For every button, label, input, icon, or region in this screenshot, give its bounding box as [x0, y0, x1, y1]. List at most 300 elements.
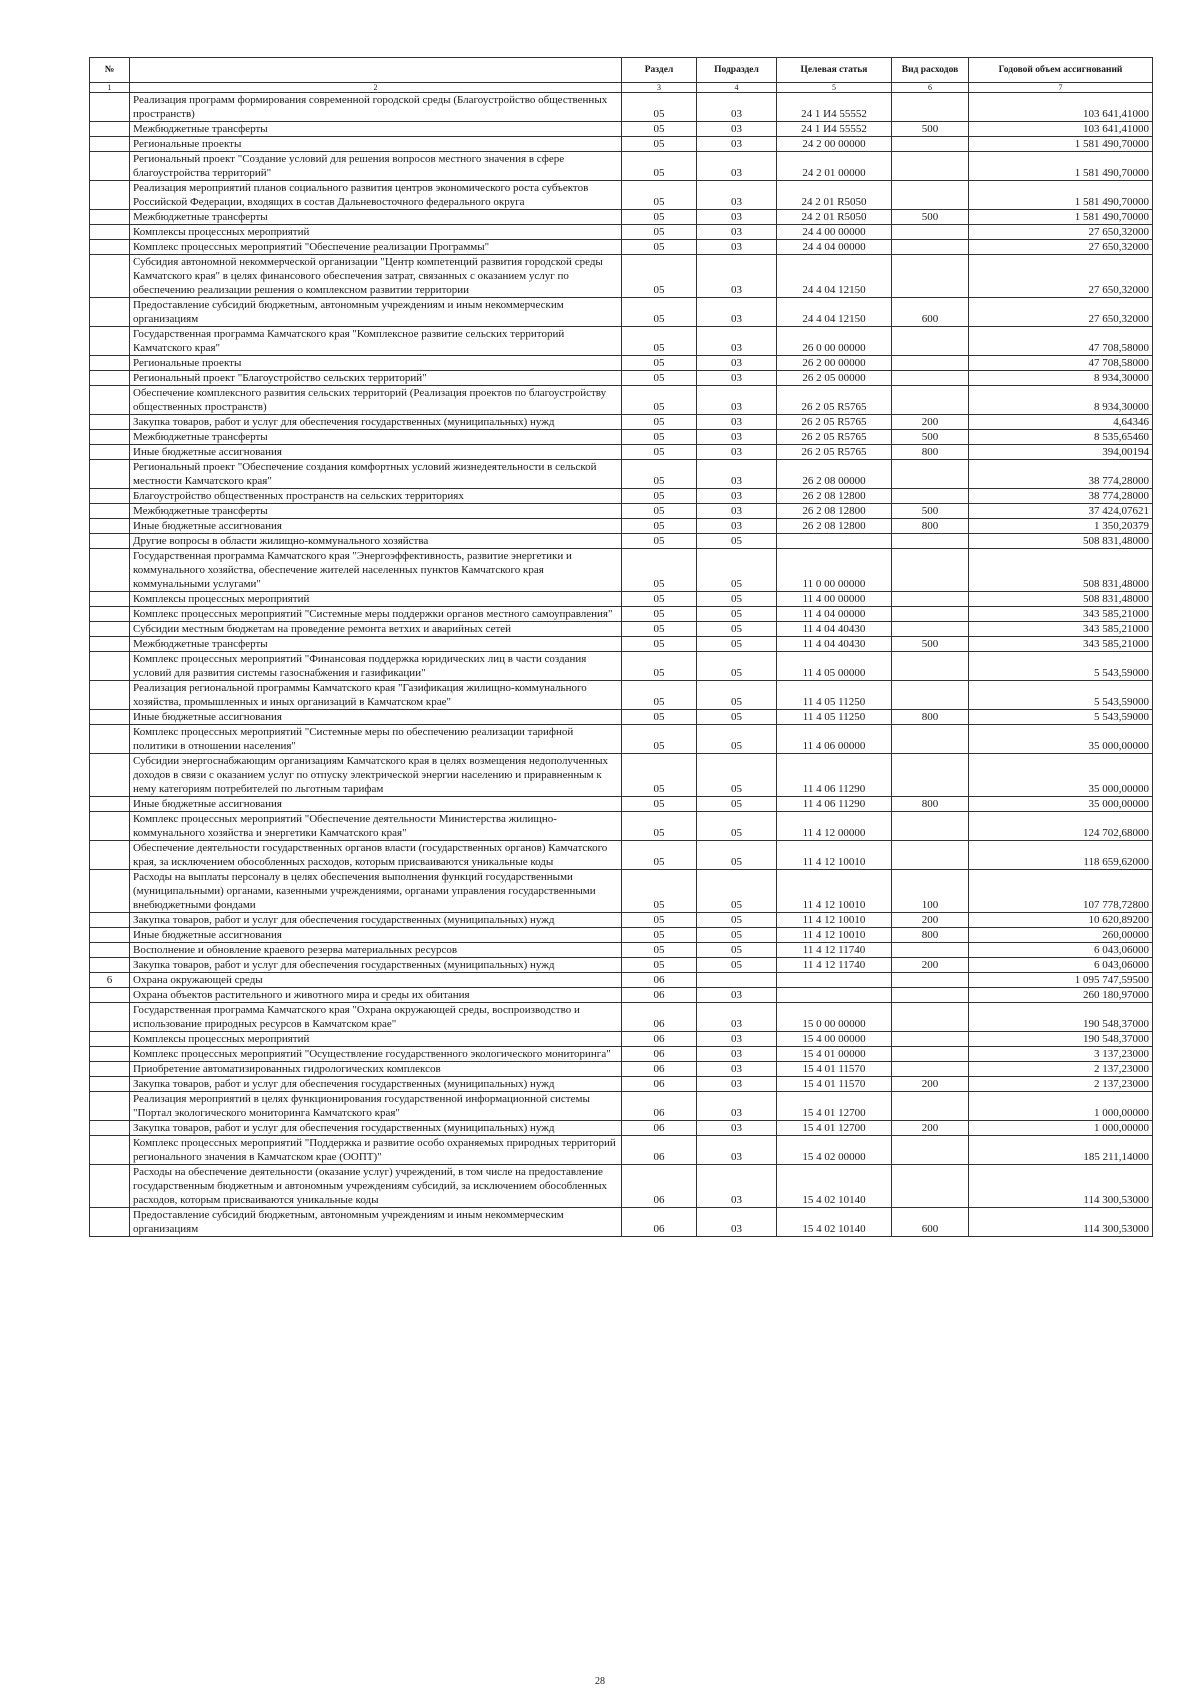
row-number [90, 652, 130, 681]
row-number [90, 122, 130, 137]
row-amount: 260,00000 [969, 928, 1153, 943]
row-section: 05 [622, 255, 697, 298]
row-number [90, 240, 130, 255]
row-number [90, 298, 130, 327]
row-number [90, 754, 130, 797]
row-target: 11 4 12 10010 [777, 928, 892, 943]
row-number [90, 681, 130, 710]
row-name: Обеспечение комплексного развития сельских территорий (Реализация проектов по благоустройству общественных пространств) [130, 386, 622, 415]
row-exp-type: 200 [892, 415, 969, 430]
row-subsection: 05 [697, 797, 777, 812]
row-number [90, 1047, 130, 1062]
row-amount: 118 659,62000 [969, 841, 1153, 870]
row-exp-type [892, 1062, 969, 1077]
row-subsection: 03 [697, 327, 777, 356]
row-name: Закупка товаров, работ и услуг для обеспечения государственных (муниципальных) нужд [130, 415, 622, 430]
row-number [90, 356, 130, 371]
row-exp-type [892, 754, 969, 797]
column-numbers-row [90, 83, 1153, 93]
row-exp-type [892, 371, 969, 386]
table-row [90, 928, 1153, 943]
budget-table [89, 57, 1153, 1237]
row-section: 05 [622, 812, 697, 841]
table-row [90, 327, 1153, 356]
row-subsection: 03 [697, 1136, 777, 1165]
table-row [90, 681, 1153, 710]
row-section: 05 [622, 181, 697, 210]
row-name: Закупка товаров, работ и услуг для обеспечения государственных (муниципальных) нужд [130, 1121, 622, 1136]
table-row [90, 460, 1153, 489]
row-name: Расходы на обеспечение деятельности (оказание услуг) учреждений, в том числе на предоставление государственным бюджетным и автономным учреждениям субсидий, за исключением обособленных расходов, которым присваиваются уникальные коды [130, 1165, 622, 1208]
row-section: 06 [622, 1208, 697, 1237]
row-name: Субсидии энергоснабжающим организациям Камчатского края в целях возмещения недополученных доходов в связи с оказанием услуг по отпуску электрической энергии населению и приравненным к нему категориям потребителей по льготным тарифам [130, 754, 622, 797]
table-row [90, 519, 1153, 534]
row-exp-type: 200 [892, 1121, 969, 1136]
table-row [90, 797, 1153, 812]
row-name: Охрана окружающей среды [130, 973, 622, 988]
row-exp-type: 200 [892, 958, 969, 973]
row-amount: 27 650,32000 [969, 298, 1153, 327]
row-number [90, 415, 130, 430]
row-exp-type [892, 652, 969, 681]
row-section: 05 [622, 225, 697, 240]
header-subsection: Подраздел [697, 58, 777, 83]
row-subsection: 05 [697, 754, 777, 797]
row-amount: 190 548,37000 [969, 1032, 1153, 1047]
table-row [90, 725, 1153, 754]
row-target: 26 2 08 12800 [777, 519, 892, 534]
table-row [90, 210, 1153, 225]
row-name: Расходы на выплаты персоналу в целях обеспечения выполнения функций государственными (муниципальными) органами, казенными учреждениями, органами управления государственными внебюджетными фондами [130, 870, 622, 913]
row-amount: 27 650,32000 [969, 255, 1153, 298]
table-row [90, 1062, 1153, 1077]
row-subsection: 05 [697, 928, 777, 943]
row-number [90, 841, 130, 870]
row-target: 11 4 06 11290 [777, 797, 892, 812]
row-subsection: 03 [697, 93, 777, 122]
row-section: 05 [622, 622, 697, 637]
row-section: 05 [622, 460, 697, 489]
row-section: 05 [622, 637, 697, 652]
row-exp-type [892, 137, 969, 152]
page-number: 28 [595, 1676, 605, 1687]
row-amount: 1 581 490,70000 [969, 152, 1153, 181]
row-amount: 35 000,00000 [969, 797, 1153, 812]
header-section: Раздел [622, 58, 697, 83]
table-row [90, 415, 1153, 430]
row-name: Предоставление субсидий бюджетным, автономным учреждениям и иным некоммерческим организациям [130, 1208, 622, 1237]
table-row [90, 1003, 1153, 1032]
row-subsection: 03 [697, 415, 777, 430]
row-target: 15 4 01 11570 [777, 1077, 892, 1092]
row-target: 15 4 01 00000 [777, 1047, 892, 1062]
row-amount: 3 137,23000 [969, 1047, 1153, 1062]
row-section: 05 [622, 725, 697, 754]
row-section: 05 [622, 152, 697, 181]
row-exp-type [892, 1165, 969, 1208]
row-number [90, 988, 130, 1003]
row-subsection: 03 [697, 210, 777, 225]
row-target [777, 973, 892, 988]
table-row [90, 504, 1153, 519]
table-row [90, 430, 1153, 445]
row-subsection: 03 [697, 386, 777, 415]
row-subsection: 05 [697, 622, 777, 637]
row-target: 11 4 06 11290 [777, 754, 892, 797]
row-section: 05 [622, 913, 697, 928]
row-section: 05 [622, 607, 697, 622]
row-exp-type [892, 812, 969, 841]
row-subsection: 03 [697, 460, 777, 489]
row-target [777, 534, 892, 549]
row-number: 6 [90, 973, 130, 988]
table-row [90, 754, 1153, 797]
row-number [90, 386, 130, 415]
row-name: Региональный проект "Создание условий для решения вопросов местного значения в сфере благоустройства территорий" [130, 152, 622, 181]
row-section: 05 [622, 210, 697, 225]
row-target: 11 4 05 00000 [777, 652, 892, 681]
table-row [90, 122, 1153, 137]
row-subsection: 05 [697, 637, 777, 652]
row-section: 06 [622, 1165, 697, 1208]
row-subsection: 03 [697, 988, 777, 1003]
row-amount: 107 778,72800 [969, 870, 1153, 913]
row-number [90, 445, 130, 460]
row-section: 05 [622, 504, 697, 519]
row-name: Субсидия автономной некоммерческой организации "Центр компетенций развития городской среды Камчатского края" в целях финансового обеспечения затрат, связанных с оказанием услуг по обеспечению реализации решения о комплексном развитии территории [130, 255, 622, 298]
table-row [90, 607, 1153, 622]
row-subsection: 03 [697, 371, 777, 386]
row-exp-type: 600 [892, 1208, 969, 1237]
row-section: 05 [622, 356, 697, 371]
row-target: 11 4 12 10010 [777, 841, 892, 870]
row-amount: 2 137,23000 [969, 1062, 1153, 1077]
row-amount: 508 831,48000 [969, 534, 1153, 549]
table-row [90, 622, 1153, 637]
row-exp-type [892, 681, 969, 710]
row-section: 06 [622, 988, 697, 1003]
row-section: 05 [622, 137, 697, 152]
row-name: Благоустройство общественных пространств на сельских территориях [130, 489, 622, 504]
row-number [90, 460, 130, 489]
row-subsection: 03 [697, 122, 777, 137]
row-amount: 508 831,48000 [969, 549, 1153, 592]
row-exp-type [892, 240, 969, 255]
row-amount: 27 650,32000 [969, 225, 1153, 240]
table-row [90, 1032, 1153, 1047]
row-name: Межбюджетные трансферты [130, 210, 622, 225]
row-name: Приобретение автоматизированных гидрологических комплексов [130, 1062, 622, 1077]
table-row [90, 988, 1153, 1003]
row-section: 05 [622, 489, 697, 504]
column-number: 4 [697, 83, 777, 93]
row-subsection: 05 [697, 812, 777, 841]
row-number [90, 225, 130, 240]
row-target: 11 4 12 00000 [777, 812, 892, 841]
row-amount: 103 641,41000 [969, 122, 1153, 137]
row-name: Другие вопросы в области жилищно-коммунального хозяйства [130, 534, 622, 549]
column-number: 1 [90, 83, 130, 93]
column-number: 7 [969, 83, 1153, 93]
row-target: 24 4 04 00000 [777, 240, 892, 255]
row-exp-type [892, 1092, 969, 1121]
row-target: 15 4 01 11570 [777, 1062, 892, 1077]
row-number [90, 622, 130, 637]
row-amount: 8 535,65460 [969, 430, 1153, 445]
row-target: 26 2 05 00000 [777, 371, 892, 386]
table-row [90, 812, 1153, 841]
row-target: 11 4 06 00000 [777, 725, 892, 754]
row-target: 11 4 00 00000 [777, 592, 892, 607]
row-amount: 343 585,21000 [969, 622, 1153, 637]
row-name: Реализация региональной программы Камчатского края "Газификация жилищно-коммунального хозяйства, промышленных и иных организаций в Камчатском крае" [130, 681, 622, 710]
row-subsection: 05 [697, 592, 777, 607]
row-section: 05 [622, 519, 697, 534]
row-section: 05 [622, 386, 697, 415]
row-exp-type: 500 [892, 122, 969, 137]
row-exp-type [892, 725, 969, 754]
row-subsection: 03 [697, 1092, 777, 1121]
row-section: 06 [622, 973, 697, 988]
row-exp-type [892, 534, 969, 549]
row-amount: 8 934,30000 [969, 371, 1153, 386]
table-row [90, 445, 1153, 460]
row-target: 11 4 12 10010 [777, 913, 892, 928]
row-exp-type [892, 255, 969, 298]
row-name: Комплекс процессных мероприятий "Осуществление государственного экологического мониторинга" [130, 1047, 622, 1062]
table-row [90, 489, 1153, 504]
row-name: Иные бюджетные ассигнования [130, 928, 622, 943]
row-subsection: 03 [697, 240, 777, 255]
row-number [90, 327, 130, 356]
row-exp-type [892, 386, 969, 415]
row-target: 24 4 04 12150 [777, 255, 892, 298]
row-exp-type [892, 1003, 969, 1032]
row-number [90, 928, 130, 943]
column-number: 6 [892, 83, 969, 93]
row-subsection: 05 [697, 607, 777, 622]
row-number [90, 489, 130, 504]
row-target: 15 4 00 00000 [777, 1032, 892, 1047]
row-number [90, 93, 130, 122]
table-row [90, 152, 1153, 181]
row-number [90, 504, 130, 519]
row-target: 15 4 02 10140 [777, 1208, 892, 1237]
table-row [90, 913, 1153, 928]
row-amount: 35 000,00000 [969, 725, 1153, 754]
row-exp-type [892, 225, 969, 240]
row-amount: 114 300,53000 [969, 1208, 1153, 1237]
row-amount: 343 585,21000 [969, 607, 1153, 622]
row-section: 05 [622, 754, 697, 797]
row-subsection: 03 [697, 255, 777, 298]
row-subsection: 05 [697, 710, 777, 725]
row-exp-type: 800 [892, 519, 969, 534]
row-number [90, 1077, 130, 1092]
row-subsection: 05 [697, 534, 777, 549]
row-exp-type: 200 [892, 913, 969, 928]
row-number [90, 913, 130, 928]
row-amount: 2 137,23000 [969, 1077, 1153, 1092]
row-number [90, 637, 130, 652]
row-section: 05 [622, 592, 697, 607]
row-target: 24 4 04 12150 [777, 298, 892, 327]
row-name: Межбюджетные трансферты [130, 122, 622, 137]
row-amount: 47 708,58000 [969, 327, 1153, 356]
table-row [90, 1077, 1153, 1092]
table-row [90, 225, 1153, 240]
column-number: 5 [777, 83, 892, 93]
row-number [90, 725, 130, 754]
row-number [90, 943, 130, 958]
row-name: Комплексы процессных мероприятий [130, 1032, 622, 1047]
row-subsection: 03 [697, 356, 777, 371]
row-name: Закупка товаров, работ и услуг для обеспечения государственных (муниципальных) нужд [130, 913, 622, 928]
row-name: Иные бюджетные ассигнования [130, 797, 622, 812]
row-exp-type: 500 [892, 504, 969, 519]
row-name: Реализация мероприятий в целях функционирования государственной информационной системы "Портал экологического мониторинга Камчатского края" [130, 1092, 622, 1121]
row-exp-type: 800 [892, 928, 969, 943]
row-subsection: 03 [697, 1121, 777, 1136]
row-target: 24 2 01 00000 [777, 152, 892, 181]
row-target: 24 2 01 R5050 [777, 210, 892, 225]
row-amount: 47 708,58000 [969, 356, 1153, 371]
row-amount: 260 180,97000 [969, 988, 1153, 1003]
row-section: 05 [622, 445, 697, 460]
row-exp-type: 800 [892, 445, 969, 460]
row-number [90, 1208, 130, 1237]
row-amount: 103 641,41000 [969, 93, 1153, 122]
row-name: Комплексы процессных мероприятий [130, 592, 622, 607]
row-amount: 185 211,14000 [969, 1136, 1153, 1165]
row-target: 26 2 00 00000 [777, 356, 892, 371]
row-name: Реализация программ формирования современной городской среды (Благоустройство общественных пространств) [130, 93, 622, 122]
row-target: 15 4 01 12700 [777, 1092, 892, 1121]
row-name: Охрана объектов растительного и животного мира и среды их обитания [130, 988, 622, 1003]
row-amount: 5 543,59000 [969, 652, 1153, 681]
row-subsection: 03 [697, 1165, 777, 1208]
row-exp-type [892, 622, 969, 637]
row-number [90, 1136, 130, 1165]
row-number [90, 1003, 130, 1032]
table-row [90, 534, 1153, 549]
row-exp-type [892, 841, 969, 870]
row-section: 05 [622, 298, 697, 327]
row-exp-type [892, 1047, 969, 1062]
row-number [90, 181, 130, 210]
row-amount: 37 424,07621 [969, 504, 1153, 519]
row-section: 05 [622, 652, 697, 681]
table-body [90, 93, 1153, 1237]
row-name: Восполнение и обновление краевого резерва материальных ресурсов [130, 943, 622, 958]
table-row [90, 973, 1153, 988]
row-section: 05 [622, 415, 697, 430]
row-section: 06 [622, 1003, 697, 1032]
row-amount: 1 581 490,70000 [969, 137, 1153, 152]
row-amount: 5 543,59000 [969, 681, 1153, 710]
table-row [90, 841, 1153, 870]
table-row [90, 943, 1153, 958]
row-target: 26 2 05 R5765 [777, 386, 892, 415]
row-section: 06 [622, 1047, 697, 1062]
row-number [90, 549, 130, 592]
table-row [90, 386, 1153, 415]
row-target: 26 2 08 00000 [777, 460, 892, 489]
table-row [90, 1136, 1153, 1165]
row-subsection: 03 [697, 489, 777, 504]
row-number [90, 958, 130, 973]
row-target: 11 4 05 11250 [777, 681, 892, 710]
row-number [90, 519, 130, 534]
row-name: Обеспечение деятельности государственных органов власти (государственных органов) Камчатского края, за исключением обособленных расходов, которым присваиваются уникальные коды [130, 841, 622, 870]
row-amount: 124 702,68000 [969, 812, 1153, 841]
row-name: Субсидии местным бюджетам на проведение ремонта ветхих и аварийных сетей [130, 622, 622, 637]
row-amount: 1 581 490,70000 [969, 210, 1153, 225]
table-row [90, 356, 1153, 371]
row-name: Региональные проекты [130, 356, 622, 371]
table-row [90, 1047, 1153, 1062]
row-subsection: 05 [697, 652, 777, 681]
row-name: Комплекс процессных мероприятий "Финансовая поддержка юридических лиц в части создания условий для развития системы газоснабжения и газификации" [130, 652, 622, 681]
row-subsection: 05 [697, 841, 777, 870]
row-target: 11 4 12 10010 [777, 870, 892, 913]
row-section: 05 [622, 958, 697, 973]
row-number [90, 430, 130, 445]
row-number [90, 1165, 130, 1208]
row-subsection: 03 [697, 445, 777, 460]
row-subsection: 03 [697, 1032, 777, 1047]
row-exp-type [892, 943, 969, 958]
row-number [90, 1062, 130, 1077]
row-number [90, 812, 130, 841]
row-target: 26 2 05 R5765 [777, 445, 892, 460]
row-number [90, 870, 130, 913]
table-row [90, 137, 1153, 152]
row-number [90, 592, 130, 607]
row-subsection: 03 [697, 1062, 777, 1077]
row-target: 11 4 05 11250 [777, 710, 892, 725]
row-exp-type: 500 [892, 637, 969, 652]
table-row [90, 958, 1153, 973]
row-target: 24 2 01 R5050 [777, 181, 892, 210]
row-exp-type [892, 1136, 969, 1165]
row-name: Комплекс процессных мероприятий "Обеспечение реализации Программы" [130, 240, 622, 255]
row-exp-type [892, 1032, 969, 1047]
row-number [90, 137, 130, 152]
row-target: 15 0 00 00000 [777, 1003, 892, 1032]
row-amount: 343 585,21000 [969, 637, 1153, 652]
row-section: 05 [622, 122, 697, 137]
row-section: 05 [622, 327, 697, 356]
row-subsection: 05 [697, 958, 777, 973]
row-amount: 35 000,00000 [969, 754, 1153, 797]
row-name: Предоставление субсидий бюджетным, автономным учреждениям и иным некоммерческим организациям [130, 298, 622, 327]
row-exp-type: 800 [892, 710, 969, 725]
row-subsection: 05 [697, 725, 777, 754]
row-subsection: 03 [697, 137, 777, 152]
header-target: Целевая статья [777, 58, 892, 83]
row-subsection: 05 [697, 913, 777, 928]
table-row [90, 710, 1153, 725]
row-target: 24 2 00 00000 [777, 137, 892, 152]
table-header [90, 58, 1153, 93]
row-target: 11 4 04 00000 [777, 607, 892, 622]
row-amount: 1 000,00000 [969, 1092, 1153, 1121]
row-section: 05 [622, 841, 697, 870]
row-target: 26 2 08 12800 [777, 489, 892, 504]
row-section: 05 [622, 710, 697, 725]
row-amount: 114 300,53000 [969, 1165, 1153, 1208]
